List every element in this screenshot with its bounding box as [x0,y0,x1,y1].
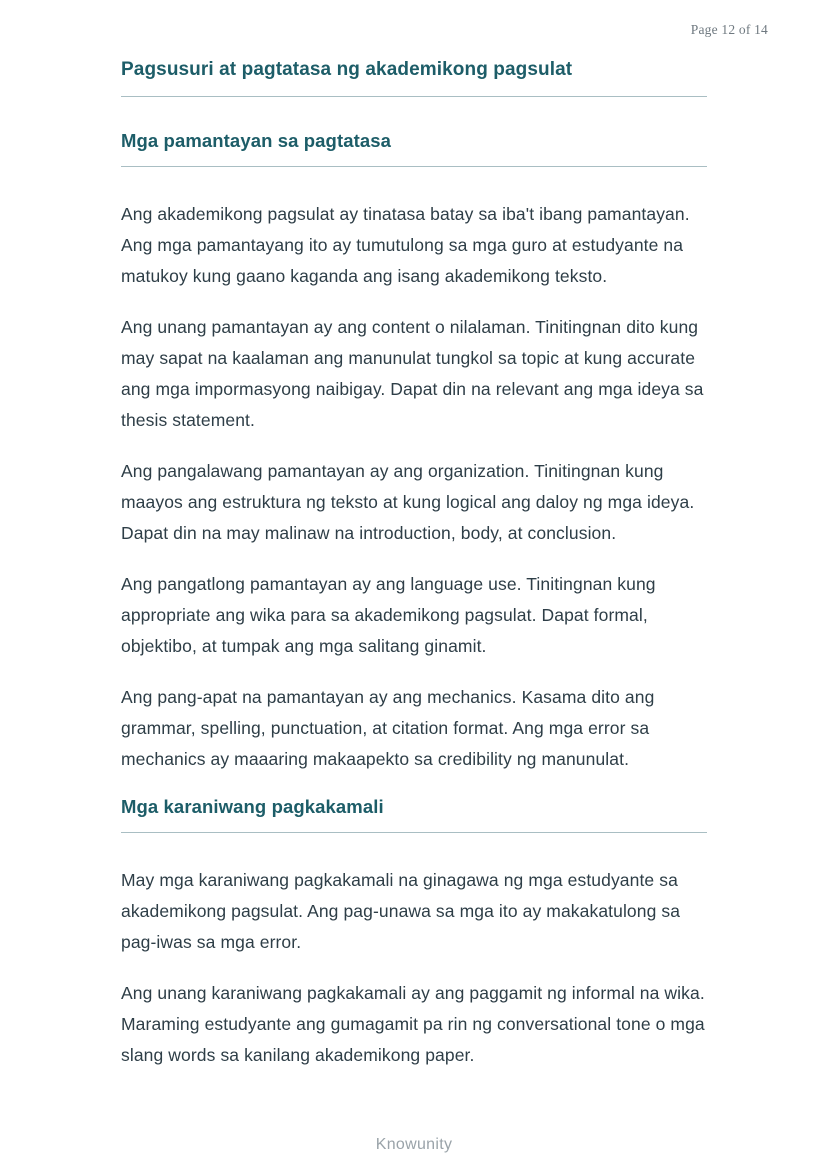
paragraph-mechanics: Ang pang-apat na pamantayan ay ang mechanics. Kasama dito ang grammar, spelling, punctuation, at citation format. Ang mga error sa mechanics ay maaaring makaapekto sa credibility ng manunulat. [121,686,655,769]
section-heading-pamantayan: Mga pamantayan sa pagtatasa [121,129,707,167]
brand-watermark: Knowunity [375,1136,453,1153]
page-footer [0,1136,828,1154]
paragraph-content-nilalaman: Ang unang pamantayan ay ang content o nilalaman. Tinitingnan dito kung may sapat na kaalaman ang manunulat tungkol sa topic at kung accurate ang mga impormasyong naibigay. Dapat din na relevant ang mga ideya sa thesis statement. [121,316,704,430]
paragraph-intro-pamantayan: Ang akademikong pagsulat ay tinatasa batay sa iba't ibang pamantayan. Ang mga pamantayang ito ay tumutulong sa mga guro at estudyante na matukoy kung gaano kaganda ang isang akademikong teksto. [121,203,690,286]
paragraph-intro-pagkakamali: May mga karaniwang pagkakamali na ginagawa ng mga estudyante sa akademikong pagsulat. Ang pag-unawa sa mga ito ay makakatulong sa pag-iwas sa mga error. [121,869,681,952]
document-title: Pagsusuri at pagtatasa ng akademikong pagsulat [121,58,707,97]
paragraph-organization: Ang pangalawang pamantayan ay ang organization. Tinitingnan kung maayos ang estruktura ng teksto at kung logical ang daloy ng mga ideya. Dapat din na may malinaw na introduction, body, at conclusion. [121,460,695,543]
document-content [121,0,707,1071]
section-karaniwang-pagkakamali [121,795,707,1071]
section-heading-pagkakamali: Mga karaniwang pagkakamali [121,795,707,833]
paragraph-language-use: Ang pangatlong pamantayan ay ang language use. Tinitingnan kung appropriate ang wika para sa akademikong pagsulat. Dapat formal, objektibo, at tumpak ang mga salitang ginamit. [121,573,656,656]
page-number-indicator: Page 12 of 14 [690,22,768,37]
section-pamantayan-sa-pagtatasa [121,129,707,775]
paragraph-informal-na-wika: Ang unang karaniwang pagkakamali ay ang paggamit ng informal na wika. Maraming estudyante ang gumagamit pa rin ng conversational tone o mga slang words sa kanilang akademikong paper. [121,982,705,1065]
